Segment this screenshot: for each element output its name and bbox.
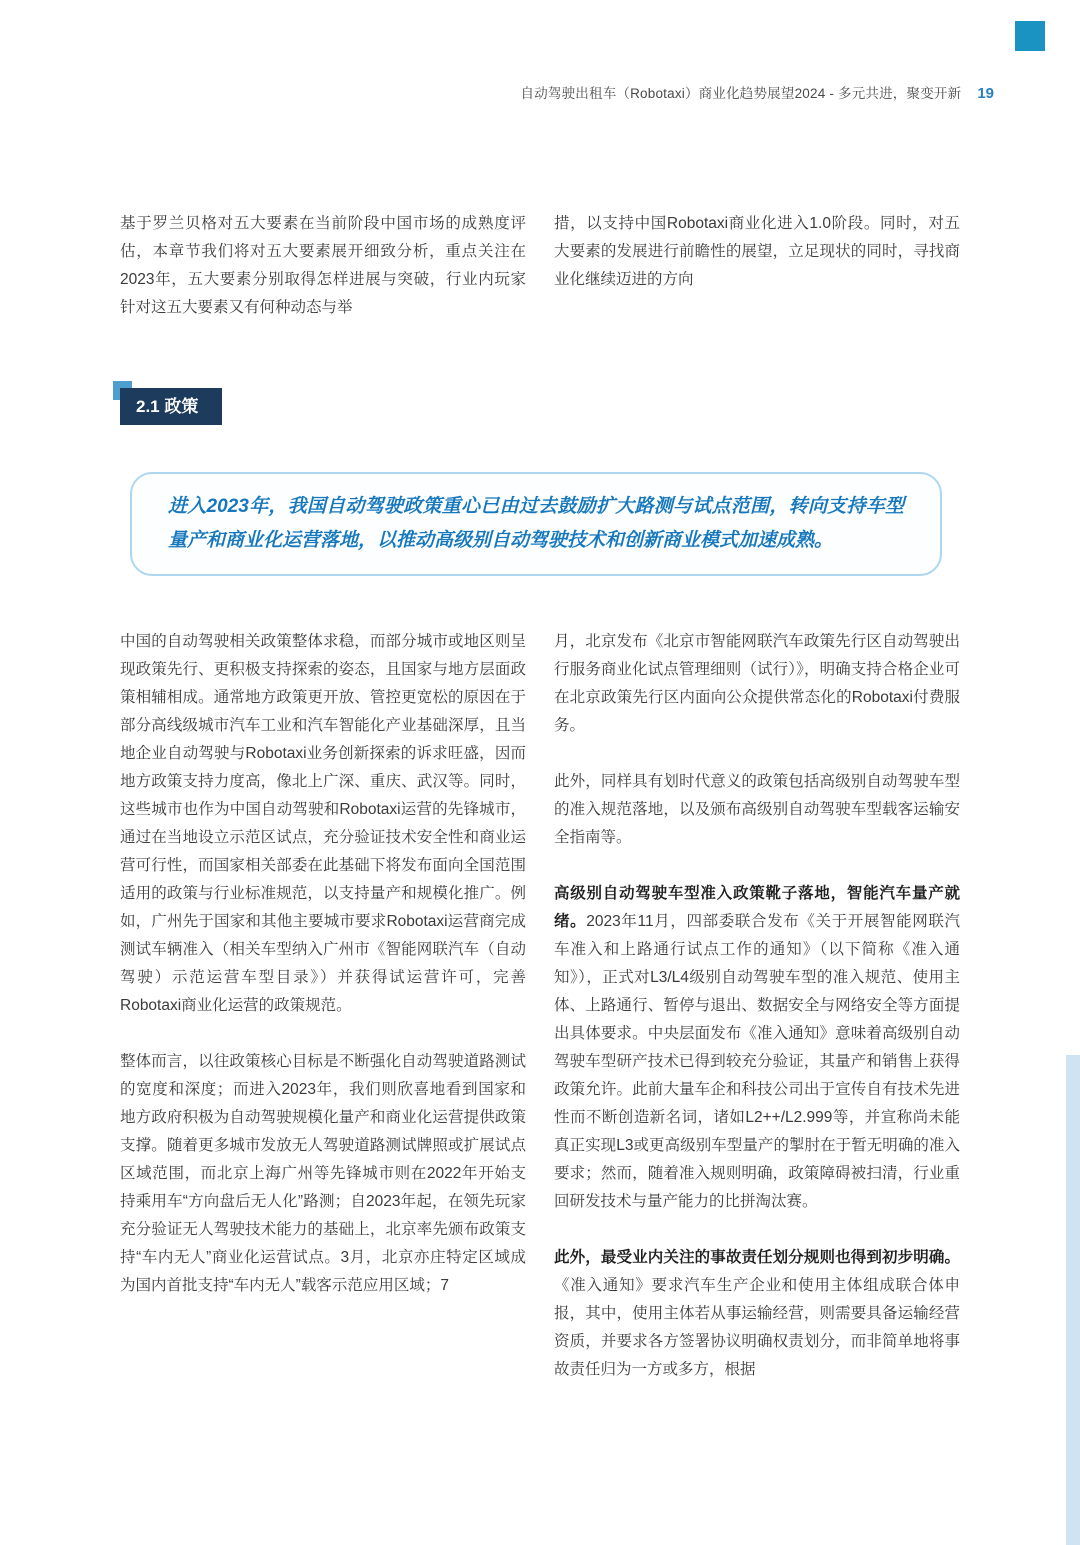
body-paragraph [554, 1244, 960, 1384]
body-column-right [554, 628, 960, 1412]
intro-paragraph-right: 措，以支持中国Robotaxi商业化进入1.0阶段。同时，对五大要素的发展进行前瞻性的展望，立足现状的同时，寻找商业化继续迈进的方向 [554, 215, 960, 288]
page-header [0, 82, 994, 103]
body-paragraph [554, 768, 960, 852]
paragraph-text: 中国的自动驾驶相关政策整体求稳，而部分城市或地区则呈现政策先行、更积极支持探索的姿态，且国家与地方层面政策相辅相成。通常地方政策更开放、管控更宽松的原因在于部分高线级城市汽车工业和汽车智能化产业基础深厚，且当地企业自动驾驶与Robotaxi业务创新探索的诉求旺盛，因而地方政策支持力度高，像北上广深、重庆、武汉等。同时，这些城市也作为中国自动驾驶和Robotaxi运营的先锋城市，通过在当地设立示范区试点，充分验证技术安全性和商业运营可行性，而国家相关部委在此基础下将发布面向全国范围适用的政策与行业标准规范，以支持量产和规模化推广。例如，广州先于国家和其他主要城市要求Robotaxi运营商完成测试车辆准入（相关车型纳入广州市《智能网联汽车（自动驾驶）示范运营车型目录》）并获得试运营许可，完善Robotaxi商业化运营的政策规范。 [120, 633, 526, 1014]
paragraph-text: 2023年11月，四部委联合发布《关于开展智能网联汽车准入和上路通行试点工作的通知》（以下简称《准入通知》），正式对L3/L4级别自动驾驶车型的准入规范、使用主体、上路通行、暂停与退出、数据安全与网络安全等方面提出具体要求。中央层面发布《准入通知》意味着高级别自动驾驶车型研产技术已得到较充分验证，其量产和销售上获得政策允许。此前大量车企和科技公司出于宣传自有技术先进性而不断创造新名词，诸如L2++/L2.999等，并宣称尚未能真正实现L3或更高级别车型量产的掣肘在于暂无明确的准入要求；然而，随着准入规则明确，政策障碍被扫清，行业重回研发技术与量产能力的比拼淘汰赛。 [554, 913, 960, 1210]
callout-text: 进入2023年，我国自动驾驶政策重心已由过去鼓励扩大路测与试点范围，转向支持车型量产和商业化运营落地，以推动高级别自动驾驶技术和创新商业模式加速成熟。 [168, 496, 904, 551]
page-number: 19 [977, 85, 994, 102]
section-badge-label: 2.1 政策 [136, 397, 199, 416]
callout-box [130, 472, 942, 576]
paragraph-text: 月，北京发布《北京市智能网联汽车政策先行区自动驾驶出行服务商业化试点管理细则（试行）》，明确支持合格企业可在北京政策先行区内面向公众提供常态化的Robotaxi付费服务。 [554, 633, 960, 734]
corner-decoration-square [1015, 21, 1045, 51]
paragraph-lead: 此外，最受业内关注的事故责任划分规则也得到初步明确。 [554, 1249, 960, 1266]
body-column-left [120, 628, 526, 1412]
intro-section [120, 210, 960, 322]
body-paragraph [554, 880, 960, 1216]
section-badge [120, 388, 222, 425]
intro-paragraph-left: 基于罗兰贝格对五大要素在当前阶段中国市场的成熟度评估，本章节我们将对五大要素展开细致分析，重点关注在2023年，五大要素分别取得怎样进展与突破，行业内玩家针对这五大要素又有何种动态与举 [120, 215, 526, 316]
paragraph-text: 《准入通知》要求汽车生产企业和使用主体组成联合体申报，其中，使用主体若从事运输经营，则需要具备运输经营资质，并要求各方签署协议明确权责划分，而非简单地将事故责任归为一方或多方，根据 [554, 1277, 960, 1378]
paragraph-lead: 高级别自动驾驶车型准入政策靴子落地，智能汽车量产就绪。 [554, 885, 960, 930]
paragraph-text: 此外，同样具有划时代意义的政策包括高级别自动驾驶车型的准入规范落地，以及颁布高级别自动驾驶车型载客运输安全指南等。 [554, 773, 960, 846]
body-section [120, 628, 960, 1412]
body-paragraph [554, 628, 960, 740]
running-header-title: 自动驾驶出租车（Robotaxi）商业化趋势展望2024 - 多元共进，聚变开新 [520, 86, 962, 101]
body-paragraph [120, 1048, 526, 1300]
body-paragraph [120, 628, 526, 1020]
right-edge-decoration-bar [1066, 1055, 1080, 1545]
paragraph-text: 整体而言，以往政策核心目标是不断强化自动驾驶道路测试的宽度和深度；而进入2023年，我们则欣喜地看到国家和地方政府积极为自动驾驶规模化量产和商业化运营提供政策支撑。随着更多城市发放无人驾驶道路测试牌照或扩展试点区域范围，而北京上海广州等先锋城市则在2022年开始支持乘用车“方向盘后无人化”路测；自2023年起，在领先玩家充分验证无人驾驶技术能力的基础上，北京率先颁布政策支持“车内无人”商业化运营试点。3月，北京亦庄特定区域成为国内首批支持“车内无人”载客示范应用区域；7 [120, 1053, 526, 1294]
